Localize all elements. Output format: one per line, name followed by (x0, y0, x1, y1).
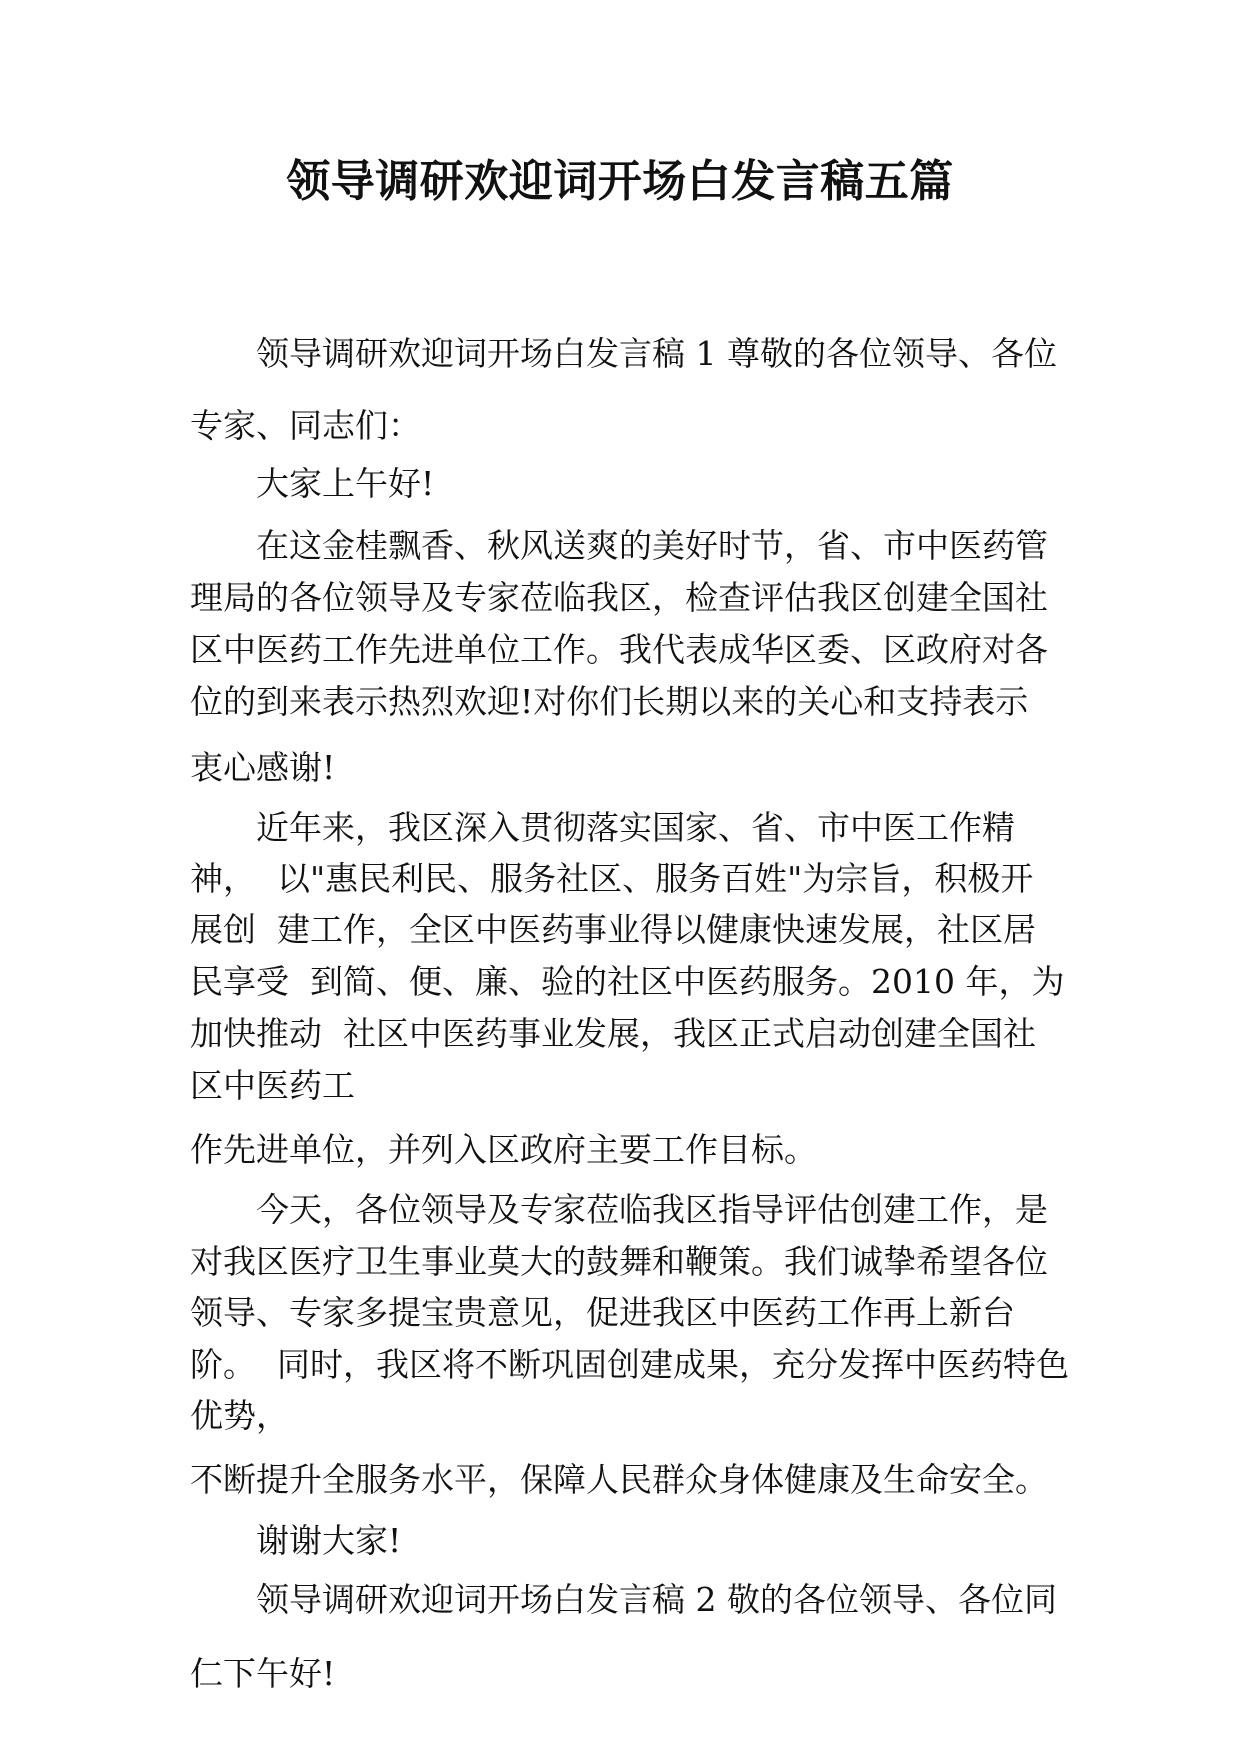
doc-line: 民享受 到简、便、廉、验的社区中医药服务。2010 年，为 (190, 962, 1065, 1001)
doc-line: 领导调研欢迎词开场白发言稿 1 尊敬的各位领导、各位 (256, 334, 1057, 373)
doc-line: 领导、专家多提宝贵意见，促进我区中医药工作再上新台 (190, 1293, 1015, 1332)
doc-line: 作先进单位，并列入区政府主要工作目标。 (190, 1130, 817, 1169)
doc-line: 专家、同志们： (190, 406, 421, 445)
doc-line: 不断提升全服务水平，保障人民群众身体健康及生命安全。 (190, 1460, 1048, 1499)
doc-line: 展创 建工作，全区中医药事业得以健康快速发展，社区居 (190, 910, 1036, 949)
doc-line: 谢谢大家! (256, 1521, 402, 1560)
doc-line: 对我区医疗卫生事业莫大的鼓舞和鞭策。我们诚挚希望各位 (190, 1242, 1048, 1281)
doc-line: 大家上午好! (256, 464, 435, 503)
doc-line: 领导调研欢迎词开场白发言稿 2 敬的各位领导、各位同 (256, 1580, 1057, 1619)
doc-line: 优势， (190, 1396, 289, 1435)
doc-line: 区中医药工作先进单位工作。我代表成华区委、区政府对各 (190, 630, 1048, 669)
doc-line: 加快推动 社区中医药事业发展，我区正式启动创建全国社 (190, 1014, 1036, 1053)
doc-line: 今天，各位领导及专家莅临我区指导评估创建工作，是 (256, 1190, 1048, 1229)
doc-line: 位的到来表示热烈欢迎!对你们长期以来的关心和支持表示 (190, 682, 1029, 721)
doc-line: 仁下午好! (190, 1654, 336, 1693)
doc-line: 理局的各位领导及专家莅临我区，检查评估我区创建全国社 (190, 578, 1048, 617)
document-title: 领导调研欢迎词开场白发言稿五篇 (286, 156, 954, 207)
doc-line: 神， 以"惠民利民、服务社区、服务百姓"为宗旨，积极开 (190, 859, 1034, 898)
doc-line: 阶。 同时，我区将不断巩固创建成果，充分发挥中医药特色 (190, 1345, 1069, 1384)
doc-line: 区中医药工 (190, 1066, 355, 1105)
doc-line: 近年来，我区深入贯彻落实国家、省、市中医工作精 (256, 808, 1015, 847)
doc-line: 在这金桂飘香、秋风送爽的美好时节，省、市中医药管 (256, 526, 1048, 565)
doc-line: 衷心感谢! (190, 748, 336, 787)
